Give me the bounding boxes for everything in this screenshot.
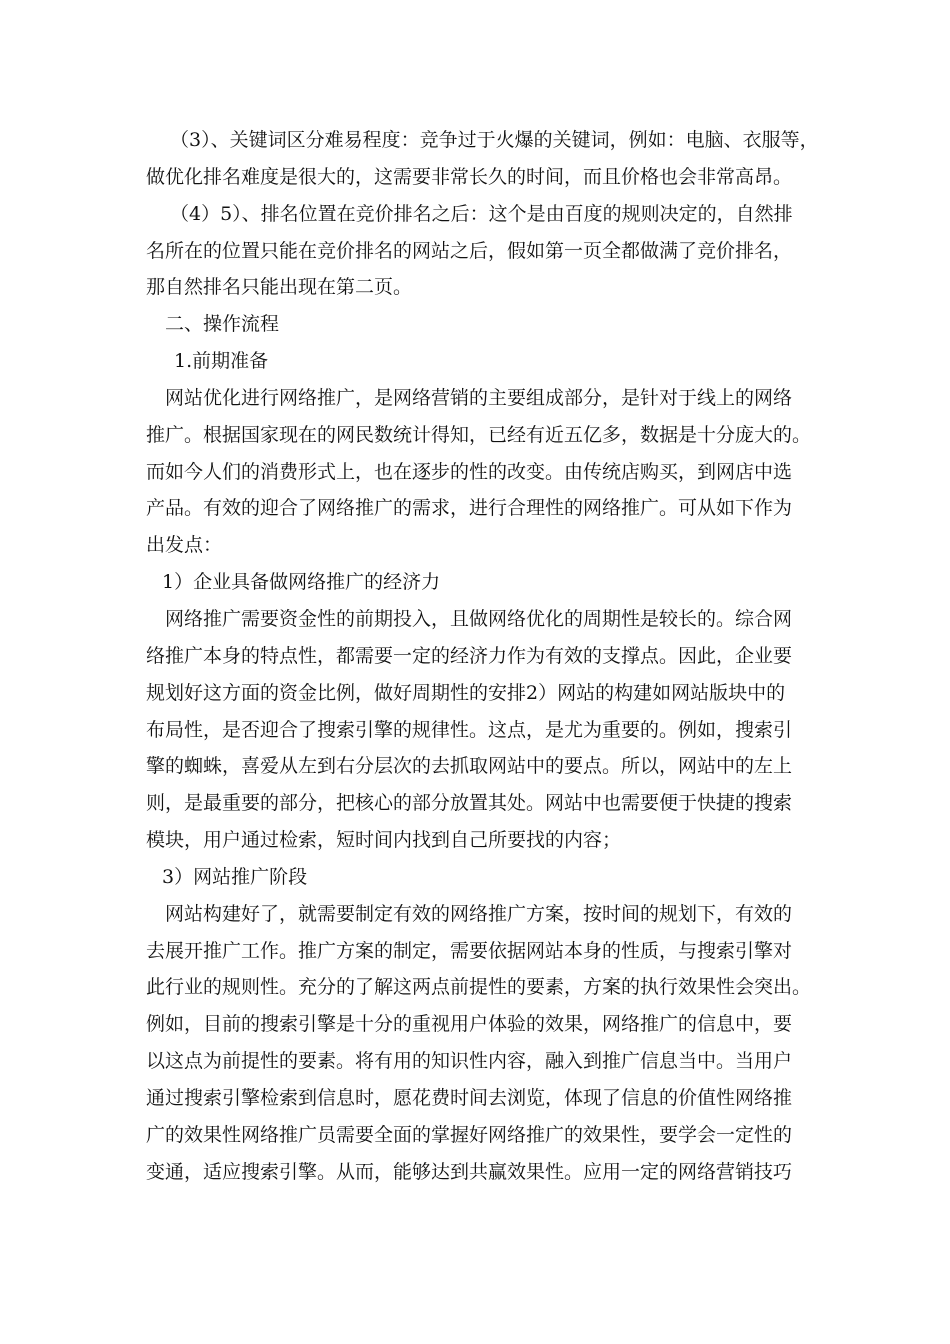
text-line: 络推广本身的特点性，都需要一定的经济力作为有效的支撑点。因此，企业要 [146,644,793,667]
list-heading: 3）网站推广阶段 [162,865,308,888]
text-line: 规划好这方面的资金比例，做好周期性的安排2）网站的构建如网站版块中的 [146,681,786,704]
text-line: 做优化排名难度是很大的，这需要非常长久的时间，而且价格也会非常高昂。 [146,165,793,188]
text-line: 布局性，是否迎合了搜索引擎的规律性。这点，是尤为重要的。例如，搜索引 [146,718,793,741]
text-line: 擎的蜘蛛，喜爱从左到右分层次的去抓取网站中的要点。所以，网站中的左上 [146,755,793,778]
text-line: 而如今人们的消费形式上，也在逐步的性的改变。由传统店购买，到网店中选 [146,460,793,483]
subsection-heading: 1.前期准备 [174,350,269,373]
text-line: 那自然排名只能出现在第二页。 [146,276,413,299]
text-line: 以这点为前提性的要素。将有用的知识性内容，融入到推广信息当中。当用户 [146,1050,793,1073]
text-line: 通过搜索引擎检索到信息时，愿花费时间去浏览，体现了信息的价值性网络推 [146,1086,793,1109]
text-line: 网站优化进行网络推广，是网络营销的主要组成部分，是针对于线上的网络 [165,386,793,409]
text-line: 推广。根据国家现在的网民数统计得知，已经有近五亿多，数据是十分庞大的。 [146,423,812,446]
text-line: 此行业的规则性。充分的了解这两点前提性的要素，方案的执行效果性会突出。 [146,976,812,999]
text-line: 广的效果性网络推广员需要全面的掌握好网络推广的效果性，要学会一定性的 [146,1123,793,1146]
text-line: 产品。有效的迎合了网络推广的需求，进行合理性的网络推广。可从如下作为 [146,497,793,520]
text-line: 变通，适应搜索引擎。从而，能够达到共赢效果性。应用一定的网络营销技巧 [146,1160,793,1183]
text-line: （3）、关键词区分难易程度：竞争过于火爆的关键词，例如：电脑、衣服等， [170,129,819,151]
text-line: （4）5）、排名位置在竞价排名之后：这个是由百度的规则决定的，自然排 [170,202,793,225]
text-line: 名所在的位置只能在竞价排名的网站之后，假如第一页全都做满了竞价排名， [146,239,793,262]
text-line: 模块，用户通过检索，短时间内找到自己所要找的内容； [146,829,622,852]
list-heading: 1）企业具备做网络推广的经济力 [162,571,441,594]
text-line: 网络推广需要资金性的前期投入，且做网络优化的周期性是较长的。综合网 [165,607,793,630]
text-line: 则，是最重要的部分，把核心的部分放置其处。网站中也需要便于快捷的搜索 [146,792,793,815]
section-heading: 二、操作流程 [165,313,280,336]
document-body [146,122,826,1190]
text-line: 去展开推广工作。推广方案的制定，需要依据网站本身的性质，与搜索引擎对 [146,939,793,962]
text-line: 例如，目前的搜索引擎是十分的重视用户体验的效果，网络推广的信息中，要 [146,1013,793,1036]
text-line: 网站构建好了，就需要制定有效的网络推广方案，按时间的规划下，有效的 [165,902,793,925]
text-line: 出发点： [146,534,223,557]
